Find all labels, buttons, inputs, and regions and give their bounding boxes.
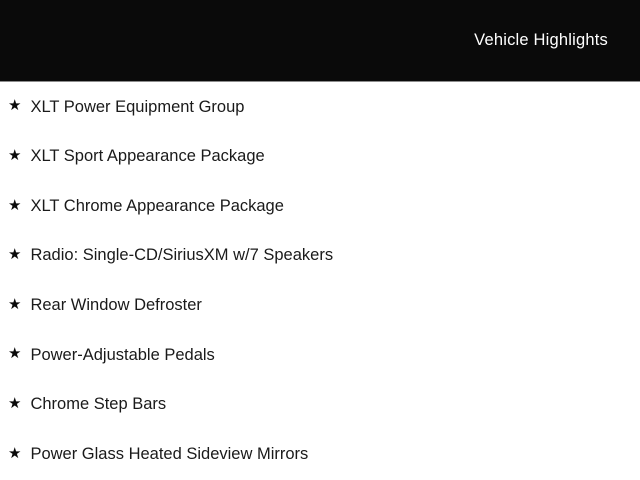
vehicle-highlights-header <box>0 0 640 82</box>
list-item <box>0 281 640 331</box>
list-item-label: Radio: Single-CD/SiriusXM w/7 Speakers <box>30 246 334 265</box>
list-item <box>0 429 640 479</box>
star-icon: ★ <box>8 395 22 413</box>
list-item <box>0 330 640 380</box>
list-item-label: XLT Power Equipment Group <box>30 97 245 116</box>
list-item-label: XLT Sport Appearance Package <box>30 147 265 166</box>
star-icon: ★ <box>8 444 22 462</box>
star-icon: ★ <box>8 246 22 264</box>
list-item <box>0 82 640 132</box>
star-icon: ★ <box>8 345 22 363</box>
star-icon: ★ <box>8 196 22 214</box>
list-item-label: Power-Adjustable Pedals <box>30 345 215 364</box>
star-icon: ★ <box>8 97 22 115</box>
list-item-label: XLT Chrome Appearance Package <box>30 196 284 215</box>
star-icon: ★ <box>8 146 22 164</box>
page-title: Vehicle Highlights <box>474 31 608 49</box>
list-item-label: Rear Window Defroster <box>30 296 202 315</box>
highlights-list <box>0 82 640 479</box>
list-item <box>0 132 640 182</box>
list-item-label: Power Glass Heated Sideview Mirrors <box>30 444 309 463</box>
list-item <box>0 380 640 430</box>
list-item <box>0 231 640 281</box>
list-item-label: Chrome Step Bars <box>30 395 167 414</box>
list-item <box>0 181 640 231</box>
star-icon: ★ <box>8 295 22 313</box>
